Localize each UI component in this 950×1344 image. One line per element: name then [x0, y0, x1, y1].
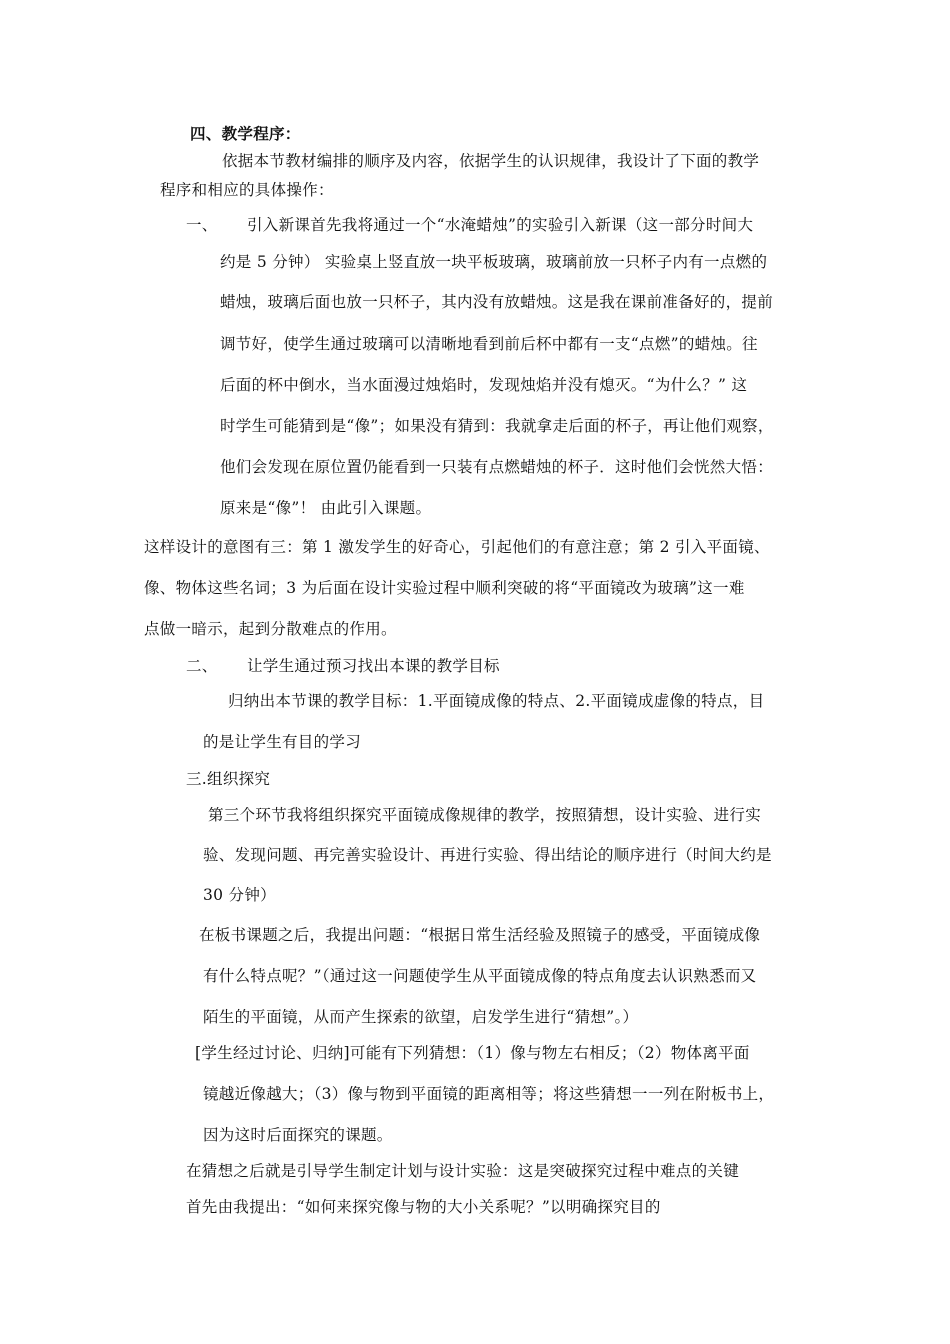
step3-para2-line-2: 有什么特点呢？”（通过这一问题使学生从平面镜成像的特点角度去认识熟悉而又 [203, 967, 757, 985]
step3-para3-line-3: 因为这时后面探究的课题。 [203, 1126, 393, 1144]
step1-line-3: 蜡烛，玻璃后面也放一只杯子，其内没有放蜡烛。这是我在课前准备好的，提前 [220, 293, 774, 311]
step2-line-1: 归纳出本节课的教学目标：1.平面镜成像的特点、2.平面镜成虚像的特点，目 [228, 692, 765, 710]
step3-para3-line-1: [学生经过讨论、归纳]可能有下列猜想：（1）像与物左右相反；（2）物体离平面 [195, 1044, 750, 1062]
step1-line-2: 约是 5 分钟） 实验桌上竖直放一块平板玻璃，玻璃前放一只杯子内有一点燃的 [220, 253, 768, 271]
step1-line-1: 引入新课首先我将通过一个“水淹蜡烛”的实验引入新课（这一部分时间大 [247, 216, 754, 234]
step1-line-6: 时学生可能猜到是“像”；如果没有猜到：我就拿走后面的杯子，再让他们观察， [220, 417, 774, 435]
step3-title: 三.组织探究 [186, 770, 271, 788]
step1-line-4: 调节好，使学生通过玻璃可以清晰地看到前后杯中都有一支“点燃”的蜡烛。往 [220, 335, 758, 353]
step3-para1-line-1: 第三个环节我将组织探究平面镜成像规律的教学，按照猜想，设计实验、进行实 [208, 806, 762, 824]
step3-para3-line-2: 镜越近像越大；（3）像与物到平面镜的距离相等；将这些猜想一一列在附板书上， [203, 1085, 775, 1103]
step3-para2-line-1: 在板书课题之后，我提出问题：“根据日常生活经验及照镜子的感受，平面镜成像 [199, 926, 761, 944]
step1-line-8: 原来是“像”！ 由此引入课题。 [220, 499, 432, 517]
intro-line-1: 依据本节教材编排的顺序及内容，依据学生的认识规律，我设计了下面的教学 [222, 152, 760, 170]
design-intent-line-2: 像、物体这些名词；3 为后面在设计实验过程中顺利突破的将“平面镜改为玻璃”这一难 [144, 579, 745, 597]
intro-line-2: 程序和相应的具体操作： [160, 181, 334, 199]
step2-number: 二、 [186, 657, 218, 675]
step3-para1-line-3: 30 分钟） [203, 886, 276, 904]
step2-title: 让学生通过预习找出本课的教学目标 [247, 657, 500, 675]
design-intent-line-1: 这样设计的意图有三：第 1 激发学生的好奇心，引起他们的有意注意；第 2 引入平面镜、 [144, 538, 770, 556]
step2-line-2: 的是让学生有目的学习 [203, 733, 362, 751]
step3-para2-line-3: 陌生的平面镜，从而产生探索的欲望，启发学生进行“猜想”。） [203, 1008, 639, 1026]
step1-line-7: 他们会发现在原位置仍能看到一只装有点燃蜡烛的杯子．这时他们会恍然大悟： [220, 458, 774, 476]
step1-line-5: 后面的杯中倒水，当水面漫过烛焰时，发现烛焰并没有熄灭。“为什么？” 这 [220, 376, 748, 394]
step1-number: 一、 [186, 216, 218, 234]
step3-para1-line-2: 验、发现问题、再完善实验设计、再进行实验、得出结论的顺序进行（时间大约是 [203, 846, 772, 864]
section-heading: 四、教学程序： [190, 124, 301, 143]
design-intent-line-3: 点做一暗示，起到分散难点的作用。 [144, 620, 397, 638]
step3-para5: 首先由我提出：“如何来探究像与物的大小关系呢？”以明确探究目的 [186, 1198, 661, 1216]
step3-para4: 在猜想之后就是引导学生制定计划与设计实验：这是突破探究过程中难点的关键 [186, 1162, 740, 1180]
